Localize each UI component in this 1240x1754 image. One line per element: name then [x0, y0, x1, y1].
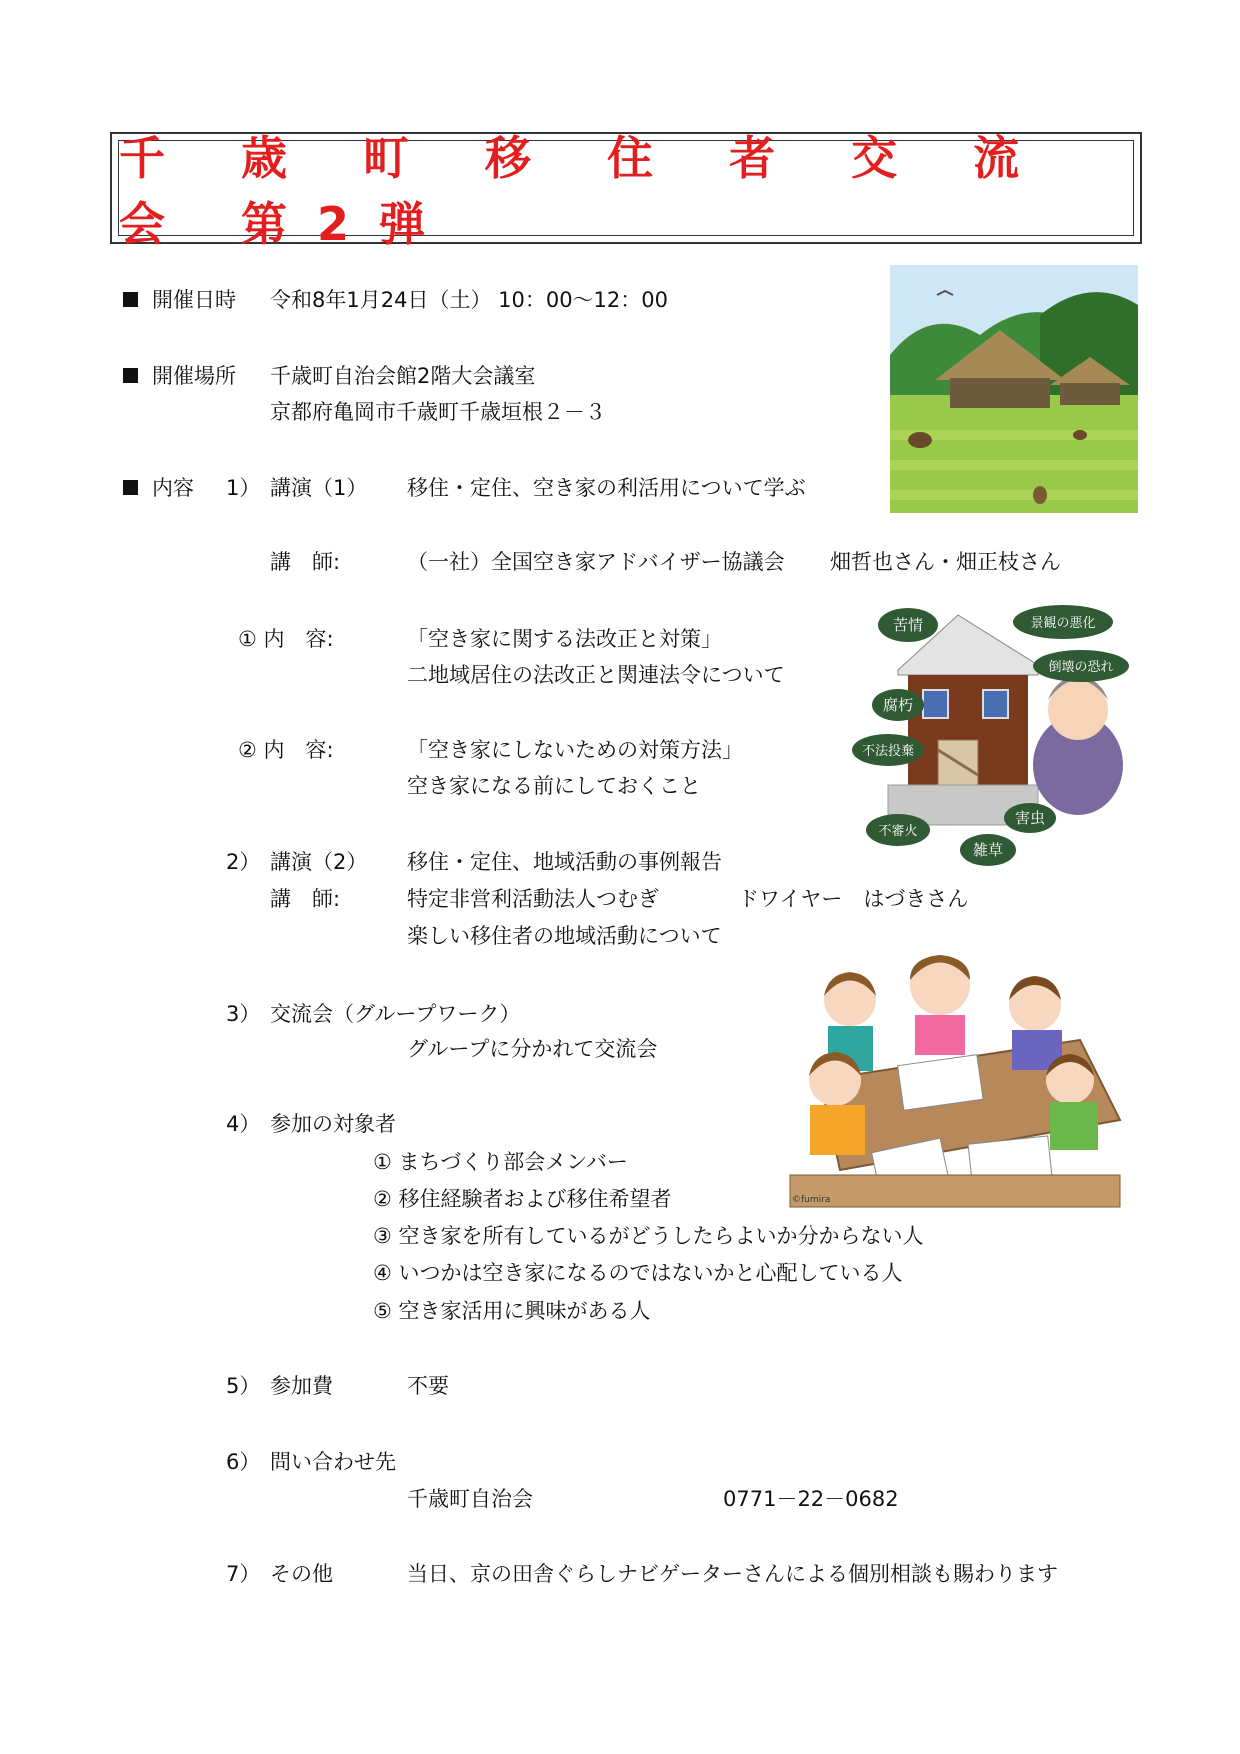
item7-label: その他 — [270, 1562, 333, 1586]
item5-value: 不要 — [407, 1374, 449, 1398]
item5-num: 5） — [226, 1374, 261, 1398]
item6-num: 6） — [226, 1450, 261, 1474]
target-item: ⑤ 空き家活用に興味がある人 — [373, 1299, 651, 1323]
issue-label: 苦情 — [892, 616, 924, 634]
target-item: ② 移住経験者および移住希望者 — [373, 1187, 672, 1211]
item4-label: 参加の対象者 — [270, 1112, 396, 1136]
item6-label: 問い合わせ先 — [270, 1450, 396, 1474]
item1-sub2-line1: 「空き家にしないための対策方法」 — [407, 738, 743, 762]
target-item: ① まちづくり部会メンバー — [373, 1150, 628, 1174]
item2-desc: 楽しい移住者の地域活動について — [407, 924, 722, 948]
item1-sub2-line2: 空き家になる前にしておくこと — [407, 774, 701, 798]
group-work-illustration — [780, 930, 1130, 1215]
item6-org: 千歳町自治会 — [407, 1487, 533, 1511]
date-label: 開催日時 — [152, 288, 236, 312]
item2-lecturer-label: 講 師: — [270, 887, 341, 911]
item7-num: 7） — [226, 1562, 261, 1586]
issue-label: 景観の悪化 — [1030, 616, 1096, 631]
item1-lecturer-names: 畑哲也さん・畑正枝さん — [830, 550, 1061, 574]
item2-lecturer-org: 特定非営利活動法人つむぎ — [407, 887, 659, 911]
item1-num: 1） — [226, 476, 261, 500]
issue-label: 倒壊の恐れ — [1048, 660, 1114, 675]
target-item: ③ 空き家を所有しているがどうしたらよいか分からない人 — [373, 1224, 924, 1248]
item3-num: 3） — [226, 1002, 261, 1026]
issue-label: 不法投棄 — [861, 744, 915, 759]
rural-landscape-illustration — [890, 265, 1138, 513]
page-title: 千 歳 町 移 住 者 交 流 会 第2弾 — [119, 131, 1050, 251]
item1-label: 講演（1） — [270, 476, 368, 500]
item1-sub1-line2: 二地域居住の法改正と関連法令について — [407, 663, 785, 687]
item2-topic: 移住・定住、地域活動の事例報告 — [407, 850, 722, 874]
item1-sub2-label: ② 内 容: — [238, 738, 334, 762]
item3-label: 交流会（グループワーク） — [270, 1002, 521, 1026]
item3-desc: グループに分かれて交流会 — [407, 1037, 658, 1061]
item4-num: 4） — [226, 1112, 261, 1136]
item1-lecturer-label: 講 師: — [270, 550, 341, 574]
bullet-square — [123, 368, 138, 383]
issue-label: 不審火 — [878, 824, 918, 839]
venue-label: 開催場所 — [152, 364, 236, 388]
issue-label: 雑草 — [972, 841, 1004, 859]
bullet-square — [123, 480, 138, 495]
illustration-credit: ©fumira — [792, 1195, 831, 1205]
title-frame — [110, 131, 1142, 251]
issue-label: 腐朽 — [882, 696, 914, 714]
item2-label: 講演（2） — [270, 850, 368, 874]
item1-sub1-label: ① 内 容: — [238, 627, 334, 651]
bullet-square — [123, 292, 138, 307]
venue-line2: 京都府亀岡市千歳町千歳垣根２－３ — [270, 400, 606, 424]
item1-lecturer-org: （一社）全国空き家アドバイザー協議会 — [407, 550, 785, 574]
item2-num: 2） — [226, 850, 261, 874]
item6-phone: 0771－22－0682 — [723, 1487, 899, 1511]
date-value: 令和8年1月24日（土） 10：00～12：00 — [270, 288, 669, 312]
item1-topic: 移住・定住、空き家の利活用について学ぶ — [407, 476, 806, 500]
item7-value: 当日、京の田舎ぐらしナビゲーターさんによる個別相談も賜わります — [407, 1562, 1058, 1586]
content-label: 内容 — [152, 476, 194, 500]
item2-lecturer-names: ドワイヤー はづきさん — [738, 887, 969, 911]
title-inner-frame — [118, 131, 1134, 251]
item1-sub1-line1: 「空き家に関する法改正と対策」 — [407, 627, 722, 651]
item5-label: 参加費 — [270, 1374, 333, 1398]
target-item: ④ いつかは空き家になるのではないかと心配している人 — [373, 1261, 903, 1285]
vacant-house-issues-illustration — [838, 600, 1136, 872]
venue-line1: 千歳町自治会館2階大会議室 — [270, 364, 536, 388]
issue-label: 害虫 — [1014, 809, 1046, 827]
